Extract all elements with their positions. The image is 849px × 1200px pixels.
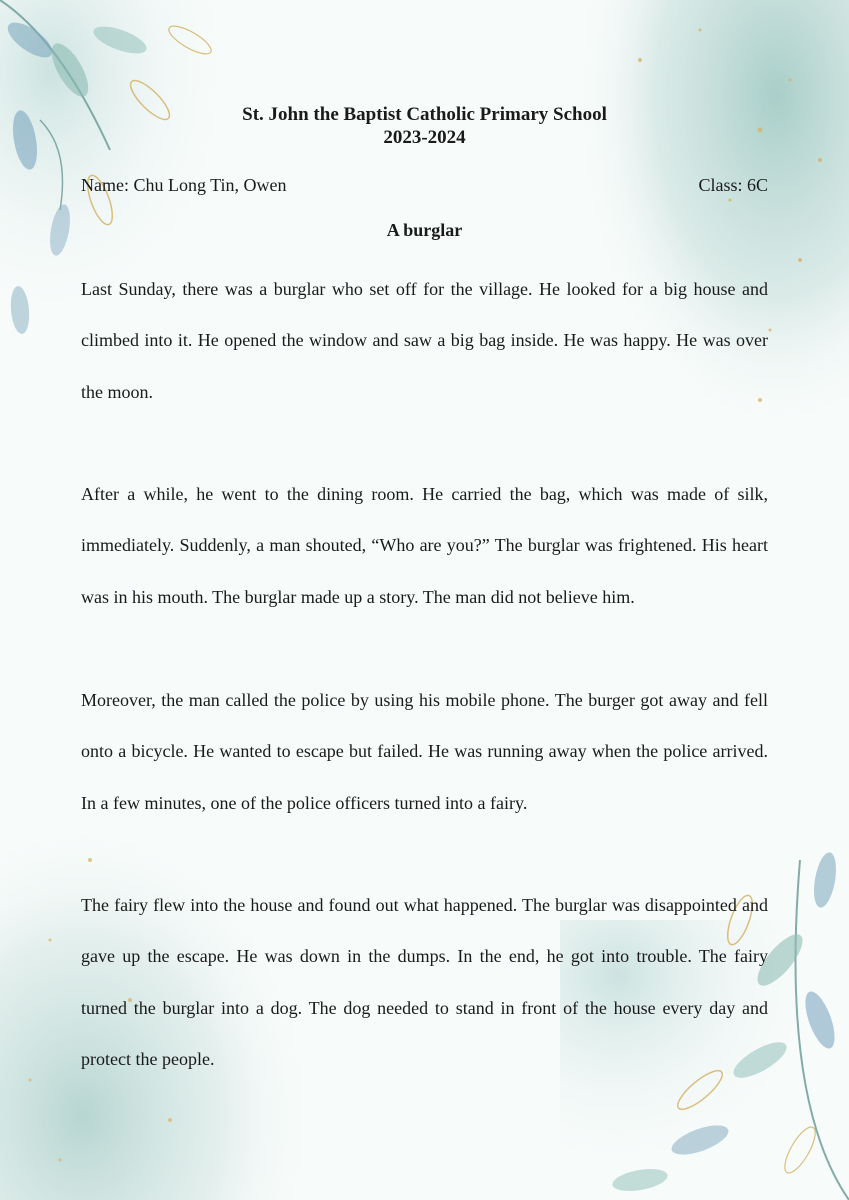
student-class: Class: 6C <box>698 175 768 195</box>
essay-paragraph-1: Last Sunday, there was a burglar who set off for the village. He looked for a big house and climbed into it. He opened the window and saw a big bag inside. He was happy. He was over the moon. <box>81 279 768 402</box>
school-year: 2023-2024 <box>383 127 466 148</box>
essay-paragraph-3: Moreover, the man called the police by using his mobile phone. The burger got away and fell onto a bicycle. He wanted to escape but failed. He was running away when the police arrived. In a few minutes, one of the police officers turned into a fairy. <box>81 690 768 813</box>
essay-paragraph-2: After a while, he went to the dining room. He carried the bag, which was made of silk, immediately. Suddenly, a man shouted, “Who are you?” The burglar was frightened. His heart was in his mouth. The burglar made up a story. The man did not believe him. <box>81 484 768 607</box>
school-header <box>0 103 849 149</box>
student-info-row <box>81 173 768 197</box>
essay-title: A burglar <box>386 220 463 240</box>
school-name: St. John the Baptist Catholic Primary School <box>242 104 607 125</box>
essay-paragraph-4: The fairy flew into the house and found out what happened. The burglar was disappointed and gave up the escape. He was down in the dumps. In the end, he got into trouble. The fairy turned the burglar into a dog. The dog needed to stand in front of the house every day and protect the people. <box>81 895 768 1069</box>
student-name: Name: Chu Long Tin, Owen <box>81 175 287 195</box>
